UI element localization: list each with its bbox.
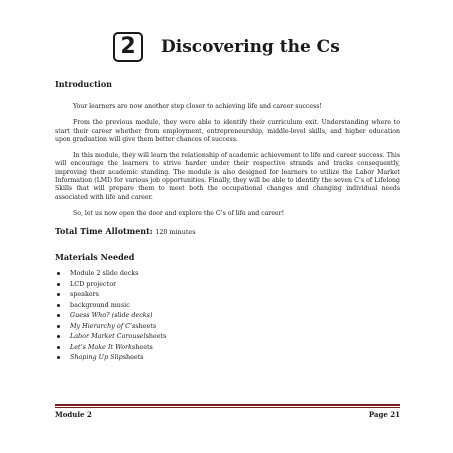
list-item: Guess Who? (slide decks) [55, 310, 400, 321]
bullet-icon [57, 283, 60, 286]
list-item: My Hierarchy of C’s sheets [55, 321, 400, 332]
bullet-icon [57, 314, 60, 317]
list-item: Shaping Up Slip sheets [55, 352, 400, 363]
module-title: Discovering the Cs [161, 37, 340, 57]
footer-divider [55, 404, 400, 406]
list-item: speakers [55, 289, 400, 300]
intro-paragraph-2: From the previous module, they were able to identify their curriculum exit. Understanding where to start their career whether from employment, entrepreneurship, middle-level skills, and higher education upon graduation will give them better chances of success. [55, 119, 400, 143]
materials-heading: Materials Needed [55, 252, 135, 263]
intro-paragraph-3: In this module, they will learn the relationship of academic achievement to life and career success. This will encourage the learners to strive harder under their respective strands and tracks consequently, improving their academic standing. The module is also designed for learners to utilize the Labor Market Information (LMI) for various job opportunities. Finally, they will be able to identify the seven C’s of Lifelong Skills that will prepare them to meet both the occupational changes and changing individual needs associated with life and career. [55, 152, 400, 201]
intro-paragraph-4: So, let us now open the door and explore the C’s of life and career! [73, 209, 285, 217]
list-item: Module 2 slide decks [55, 268, 400, 279]
bullet-icon [57, 356, 60, 359]
bullet-icon [57, 304, 60, 307]
intro-paragraph-1: Your learners are now another step closer to achieving life and career success! [73, 103, 322, 110]
bullet-icon [57, 346, 60, 349]
list-item: LCD projector [55, 279, 400, 290]
list-item: Let’s Make It Work sheets [55, 342, 400, 353]
time-allotment-value: 120 minutes [155, 228, 196, 237]
module-number-box: 2 [113, 32, 143, 62]
footer-page-number: Page 21 [368, 410, 400, 419]
introduction-heading: Introduction [55, 79, 112, 89]
time-allotment-label: Total Time Allotment: [55, 226, 153, 237]
bullet-icon [57, 335, 60, 338]
footer-divider-thin [55, 407, 400, 408]
module-header [113, 30, 340, 64]
page-content [55, 79, 400, 363]
time-allotment [55, 226, 400, 236]
materials-list [55, 268, 400, 363]
list-item: Labor Market Carousel sheets [55, 331, 400, 342]
footer-module-label: Module 2 [55, 410, 92, 419]
bullet-icon [57, 272, 60, 275]
bullet-icon [57, 293, 60, 296]
list-item: background music [55, 300, 400, 311]
bullet-icon [57, 325, 60, 328]
